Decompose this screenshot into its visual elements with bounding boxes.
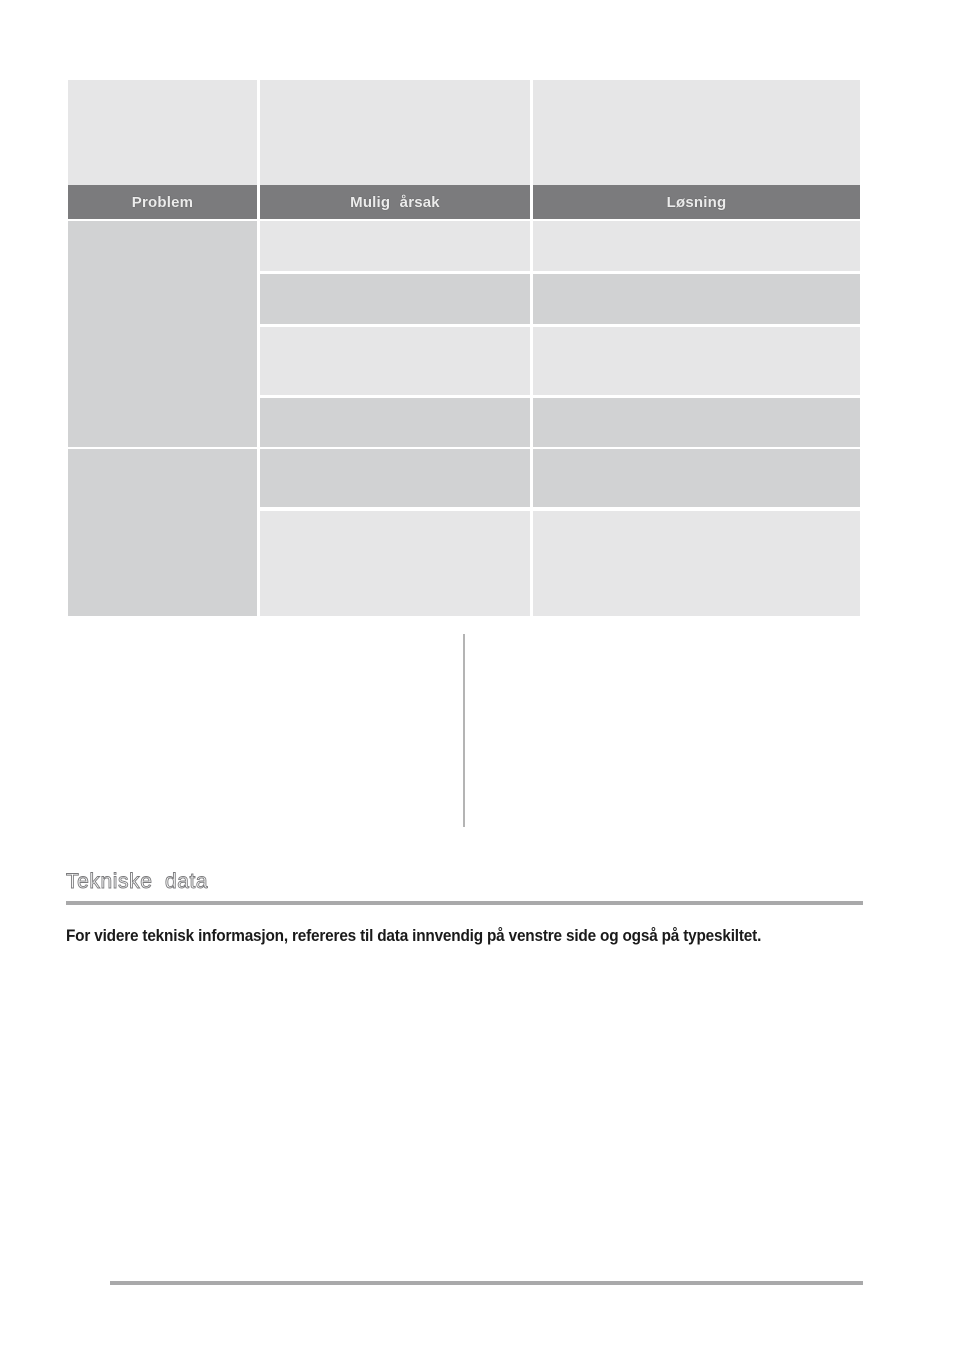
section-body-text: For videre teknisk informasjon, refereres til data innvendig på venstre side og også på typeskiltet. — [66, 927, 762, 945]
header-cause: Mulig årsak — [350, 193, 440, 211]
table-cell — [533, 449, 860, 507]
table-cell — [533, 398, 860, 447]
table-cell — [260, 221, 530, 271]
table-cell — [260, 274, 530, 324]
header-solution: Løsning — [666, 193, 727, 211]
table-cell — [260, 398, 530, 447]
table-problem-cell — [68, 449, 257, 616]
table-cell — [533, 80, 860, 185]
footer-rule — [110, 1281, 863, 1285]
column-divider — [463, 634, 465, 827]
table-cell — [260, 80, 530, 185]
header-problem: Problem — [131, 193, 194, 211]
table-cell — [533, 274, 860, 324]
section-rule — [66, 901, 863, 905]
table-cell — [260, 449, 530, 507]
table-cell — [533, 327, 860, 395]
table-cell — [260, 511, 530, 616]
table-cell — [68, 80, 257, 185]
table-cell — [260, 327, 530, 395]
table-problem-cell — [68, 221, 257, 447]
section-title: Tekniske data — [66, 870, 209, 893]
table-cell — [533, 511, 860, 616]
table-cell — [533, 221, 860, 271]
